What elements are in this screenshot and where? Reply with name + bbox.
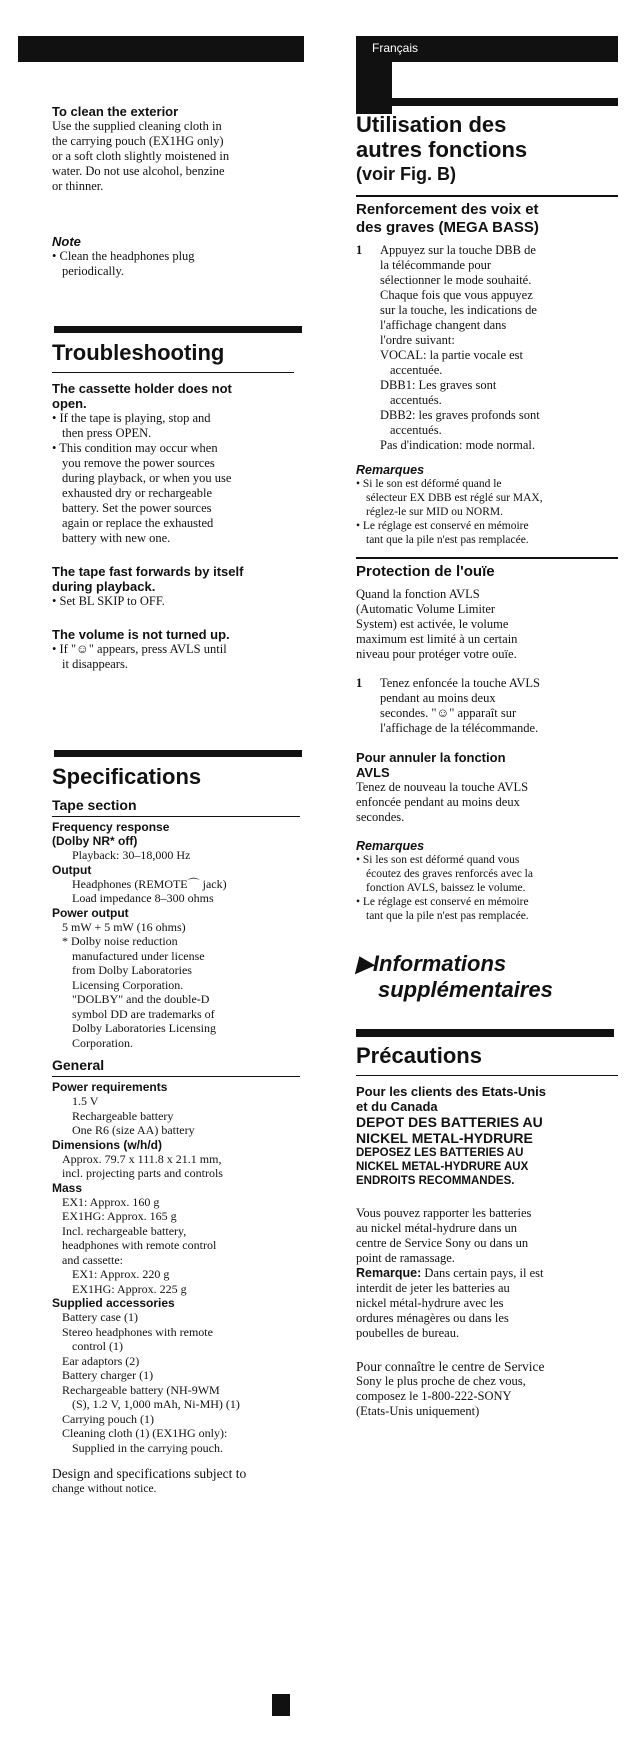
troubleshooting-section xyxy=(52,340,304,672)
divider xyxy=(52,1076,300,1077)
text-line: • If the tape is playing, stop and xyxy=(52,411,211,425)
info-heading xyxy=(356,951,618,1003)
text-line: écoutez des graves renforcés avec la xyxy=(366,868,533,880)
divider xyxy=(52,372,294,373)
precautions-title: Précautions xyxy=(356,1043,482,1068)
spec-label: Mass xyxy=(52,1180,83,1195)
trouble-question-1 xyxy=(52,381,304,411)
spec-value: "DOLBY" and the double-D xyxy=(72,992,210,1006)
text-line: (Automatic Volume Limiter xyxy=(356,602,496,616)
text-line: poubelles de bureau. xyxy=(356,1326,460,1340)
text-line: secondes. "☺" apparaît sur xyxy=(380,706,517,720)
text-line: DEPOSEZ LES BATTERIES AU xyxy=(356,1147,524,1159)
text-line: Pour les clients des Etats-Unis xyxy=(356,1084,547,1099)
text-line: VOCAL: la partie vocale est xyxy=(380,348,524,362)
text-line: NICKEL METAL-HYDRURE xyxy=(356,1130,533,1146)
text-line: Pas d'indication: mode normal. xyxy=(380,438,536,452)
text-line: Sony le plus proche de chez vous, xyxy=(356,1374,526,1388)
text-line: tant que la pile n'est pas remplacée. xyxy=(366,534,529,546)
text-line: des graves (MEGA BASS) xyxy=(356,219,539,236)
spec-label: Output xyxy=(52,862,92,877)
text-line: open. xyxy=(52,396,87,411)
text-line: DBB2: les graves profonds sont xyxy=(380,408,540,422)
clean-exterior-text xyxy=(52,119,304,194)
text-line: Appuyez sur la touche DBB de xyxy=(380,243,536,257)
text-line: The tape fast forwards by itself xyxy=(52,564,244,579)
text-line: au nickel métal-hydrure dans un xyxy=(356,1221,518,1235)
divider xyxy=(356,1075,618,1076)
title-bar xyxy=(356,98,618,106)
spec-footer xyxy=(52,1465,304,1496)
text-line: Renforcement des voix et xyxy=(356,201,539,218)
protection-remarks-title: Remarques xyxy=(356,839,425,853)
text-line: maximum est limité à un certain xyxy=(356,632,518,646)
text-line: • If "☺" appears, press AVLS until xyxy=(52,642,227,656)
text-line: sur la touche, les indications de xyxy=(380,303,537,317)
spec-value: incl. projecting parts and controls xyxy=(62,1166,223,1180)
protection-title: Protection de l'ouïe xyxy=(356,563,495,580)
depose-heading xyxy=(356,1146,618,1188)
text-line: DBB1: Les graves sont xyxy=(380,378,497,392)
text-line: accentués. xyxy=(390,423,442,437)
text-line: Quand la fonction AVLS xyxy=(356,587,480,601)
spec-label: Power requirements xyxy=(52,1080,168,1094)
text-line: Pour connaître le centre de Service xyxy=(356,1359,545,1374)
remark-label: Remarque: xyxy=(356,1266,422,1280)
text-line: change without notice. xyxy=(52,1483,157,1495)
text-line: battery with new one. xyxy=(62,531,171,545)
text-line: l'ordre suivant: xyxy=(380,333,455,347)
text-line: enfoncée pendant au moins deux xyxy=(356,795,520,809)
text-line xyxy=(356,1266,618,1281)
protection-remarks xyxy=(356,853,618,923)
divider xyxy=(356,557,618,559)
note-title: Note xyxy=(52,234,81,249)
text-line: exhausted dry or rechargeable xyxy=(62,486,213,500)
text-line: it disappears. xyxy=(62,657,128,671)
step-number: 1 xyxy=(356,676,363,690)
spec-value: 1.5 V xyxy=(72,1094,99,1108)
spec-value: Battery charger (1) xyxy=(62,1368,154,1382)
text-line: et du Canada xyxy=(356,1099,438,1114)
spec-value: symbol DD are trademarks of xyxy=(72,1006,215,1021)
text-line: • Si le son est déformé quand le xyxy=(356,478,502,490)
step-text xyxy=(380,243,540,453)
clean-exterior-title: To clean the exterior xyxy=(52,104,179,119)
text-line: Pour annuler la fonction xyxy=(356,750,506,765)
text-line: supplémentaires xyxy=(378,977,553,1002)
spec-label: Power output xyxy=(52,905,129,920)
tape-section-heading: Tape section xyxy=(52,797,137,813)
text-line: • This condition may occur when xyxy=(52,441,218,455)
title-line: autres fonctions xyxy=(356,137,528,162)
divider xyxy=(356,195,618,197)
trouble-question-3 xyxy=(52,627,304,642)
text-line: Tenez de nouveau la touche AVLS xyxy=(356,780,529,794)
spec-value: (S), 1.2 V, 1,000 mAh, Ni-MH) (1) xyxy=(72,1397,240,1411)
clean-exterior-section xyxy=(52,104,304,194)
page-title xyxy=(356,112,618,187)
text-line: secondes. xyxy=(356,810,405,824)
spec-value: Rechargeable battery (NH-9WM xyxy=(62,1382,220,1397)
general-spec-list xyxy=(52,1080,304,1455)
spec-label: Dimensions (w/h/d) xyxy=(52,1137,163,1152)
protection-step xyxy=(356,676,618,736)
text-line: System) est activée, le volume xyxy=(356,617,509,631)
note-text xyxy=(52,249,304,279)
text-line: centre de Service Sony ou dans un xyxy=(356,1236,529,1250)
text-line: l'affichage de la télécommande. xyxy=(380,721,539,735)
arrow-icon: ▶ xyxy=(356,951,373,976)
text-line: during playback, or when you use xyxy=(62,471,232,485)
text-line: NICKEL METAL-HYDRURE AUX xyxy=(356,1161,529,1173)
precautions-bar xyxy=(356,1029,614,1037)
text-line: Design and specifications subject to xyxy=(52,1466,247,1481)
text-line: Use the supplied cleaning cloth in xyxy=(52,119,222,133)
spec-label: Frequency response xyxy=(52,820,170,834)
tape-spec-list xyxy=(52,820,304,1050)
spec-value: Headphones (REMOTE⌒ jack) xyxy=(72,876,227,891)
language-tab: Français xyxy=(372,41,419,55)
specifications-bar xyxy=(54,750,302,757)
text-line: periodically. xyxy=(62,264,125,278)
spec-value: Licensing Corporation. xyxy=(72,977,184,992)
text-line: or a soft cloth slightly moistened in xyxy=(52,149,230,163)
spec-value: * Dolby noise reduction xyxy=(62,934,178,948)
text-line: l'affichage changent dans xyxy=(380,318,507,332)
spec-value: Load impedance 8–300 ohms xyxy=(72,891,214,905)
spec-value: EX1: Approx. 160 g xyxy=(62,1194,160,1209)
specifications-title: Specifications xyxy=(52,764,202,789)
text-line: The cassette holder does not xyxy=(52,381,232,396)
spec-value: Dolby Laboratories Licensing xyxy=(72,1021,216,1035)
text-line: point de ramassage. xyxy=(356,1251,455,1265)
precautions-paragraph-1 xyxy=(356,1206,618,1341)
troubleshooting-bar xyxy=(54,326,302,333)
troubleshooting-title: Troubleshooting xyxy=(52,340,225,365)
text-line: composez le 1-800-222-SONY xyxy=(356,1389,512,1403)
spec-value: control (1) xyxy=(72,1339,123,1353)
spec-value: Approx. 79.7 x 111.8 x 21.1 mm, xyxy=(62,1151,222,1166)
text-line: AVLS xyxy=(356,765,390,780)
info-title-line: Informations xyxy=(372,951,507,976)
title-line: (voir Fig. B) xyxy=(356,164,456,184)
spec-value: Rechargeable battery xyxy=(72,1108,174,1123)
protection-intro xyxy=(356,587,618,662)
mega-bass-remarks-title: Remarques xyxy=(356,463,425,477)
divider xyxy=(52,816,300,817)
text-line: niveau pour protéger votre ouïe. xyxy=(356,647,517,661)
spec-value: Cleaning cloth (1) (EX1HG only): xyxy=(62,1426,228,1440)
text-line: you remove the power sources xyxy=(62,456,215,470)
title-line: Utilisation des xyxy=(356,112,507,137)
spec-value: manufactured under license xyxy=(72,948,205,963)
text-line: réglez-le sur MID ou NORM. xyxy=(366,506,504,518)
text-line xyxy=(356,951,618,977)
text-line: Tenez enfoncée la touche AVLS xyxy=(380,676,540,690)
spec-value: Stereo headphones with remote xyxy=(62,1324,213,1339)
spec-value: Playback: 30–18,000 Hz xyxy=(72,848,191,862)
page-marker xyxy=(272,1694,290,1716)
text-line: sélectionner le mode souhaité. xyxy=(380,273,532,287)
cancel-avls-title xyxy=(356,750,618,780)
spec-label: (Dolby NR* off) xyxy=(52,834,138,848)
text-line: Chaque fois que vous appuyez xyxy=(380,288,533,302)
trouble-answer-2 xyxy=(52,594,304,609)
spec-value: Incl. rechargeable battery, xyxy=(62,1223,187,1238)
spec-value: One R6 (size AA) battery xyxy=(72,1123,195,1137)
clients-heading xyxy=(356,1084,618,1114)
spec-value: EX1HG: Approx. 225 g xyxy=(72,1281,187,1296)
precautions-paragraph-2 xyxy=(356,1359,618,1419)
text-line: la télécommande pour xyxy=(380,258,492,272)
spec-value: Ear adaptors (2) xyxy=(62,1353,140,1368)
trouble-answer-3 xyxy=(52,642,304,672)
text-line: • Clean the headphones plug xyxy=(52,249,195,263)
mega-bass-step xyxy=(356,243,618,453)
autres-fonctions-section xyxy=(356,112,618,1419)
cancel-avls-text xyxy=(356,780,618,825)
spec-value: headphones with remote control xyxy=(62,1238,217,1252)
text-line: tant que la pile n'est pas remplacée. xyxy=(366,910,529,922)
text-line: fonction AVLS, baissez le volume. xyxy=(366,882,526,894)
trouble-answer-1 xyxy=(52,411,304,546)
text-line: sélecteur EX DBB est réglé sur MAX, xyxy=(366,492,543,504)
trouble-question-2 xyxy=(52,564,304,594)
general-heading: General xyxy=(52,1057,105,1073)
text-line: pendant au moins deux xyxy=(380,691,496,705)
text-line: water. Do not use alcohol, benzine xyxy=(52,164,225,178)
text-line: again or replace the exhausted xyxy=(62,516,214,530)
text-line: nickel métal-hydrure avec les xyxy=(356,1296,504,1310)
text-line: accentuée. xyxy=(390,363,443,377)
mega-bass-title xyxy=(356,201,618,237)
spec-value: and cassette: xyxy=(62,1252,123,1267)
text-line: The volume is not turned up. xyxy=(52,627,230,642)
step-number: 1 xyxy=(356,243,363,257)
text-line: then press OPEN. xyxy=(62,426,152,440)
text-line: • Set BL SKIP to OFF. xyxy=(52,594,165,608)
spec-label: Supplied accessories xyxy=(52,1296,175,1310)
text-line: during playback. xyxy=(52,579,156,594)
spec-value: EX1: Approx. 220 g xyxy=(72,1267,170,1281)
spec-value: Corporation. xyxy=(72,1035,133,1050)
spec-value: from Dolby Laboratories xyxy=(72,963,192,977)
spec-value: 5 mW + 5 mW (16 ohms) xyxy=(62,919,186,934)
header-bar-left xyxy=(18,36,304,62)
text-line: • Le réglage est conservé en mémoire xyxy=(356,520,529,532)
text-line: • Si les son est déformé quand vous xyxy=(356,854,520,866)
step-text xyxy=(380,676,540,736)
spec-value: Carrying pouch (1) xyxy=(62,1411,154,1426)
text-line: the carrying pouch (EX1HG only) xyxy=(52,134,224,148)
specifications-section xyxy=(52,764,304,1496)
text-line: battery. Set the power sources xyxy=(62,501,212,515)
spec-value: Supplied in the carrying pouch. xyxy=(72,1440,223,1455)
text-line: accentués. xyxy=(390,393,442,407)
mega-bass-remarks xyxy=(356,477,618,547)
text-line: ENDROITS RECOMMANDES. xyxy=(356,1175,515,1187)
text-line: • Le réglage est conservé en mémoire xyxy=(356,896,529,908)
spec-value: EX1HG: Approx. 165 g xyxy=(62,1209,177,1223)
text-line: (Etats-Unis uniquement) xyxy=(356,1404,480,1418)
depot-heading xyxy=(356,1114,618,1146)
text-line: DEPOT DES BATTERIES AU xyxy=(356,1114,543,1130)
spec-value: Battery case (1) xyxy=(62,1310,138,1324)
note-section xyxy=(52,234,304,279)
text-line: interdit de jeter les batteries au xyxy=(356,1281,510,1295)
text-line: Vous pouvez rapporter les batteries xyxy=(356,1206,532,1220)
text-line: or thinner. xyxy=(52,179,104,193)
remark-text: Dans certain pays, il est xyxy=(421,1266,544,1280)
text-line: ordures ménagères ou dans les xyxy=(356,1311,509,1325)
